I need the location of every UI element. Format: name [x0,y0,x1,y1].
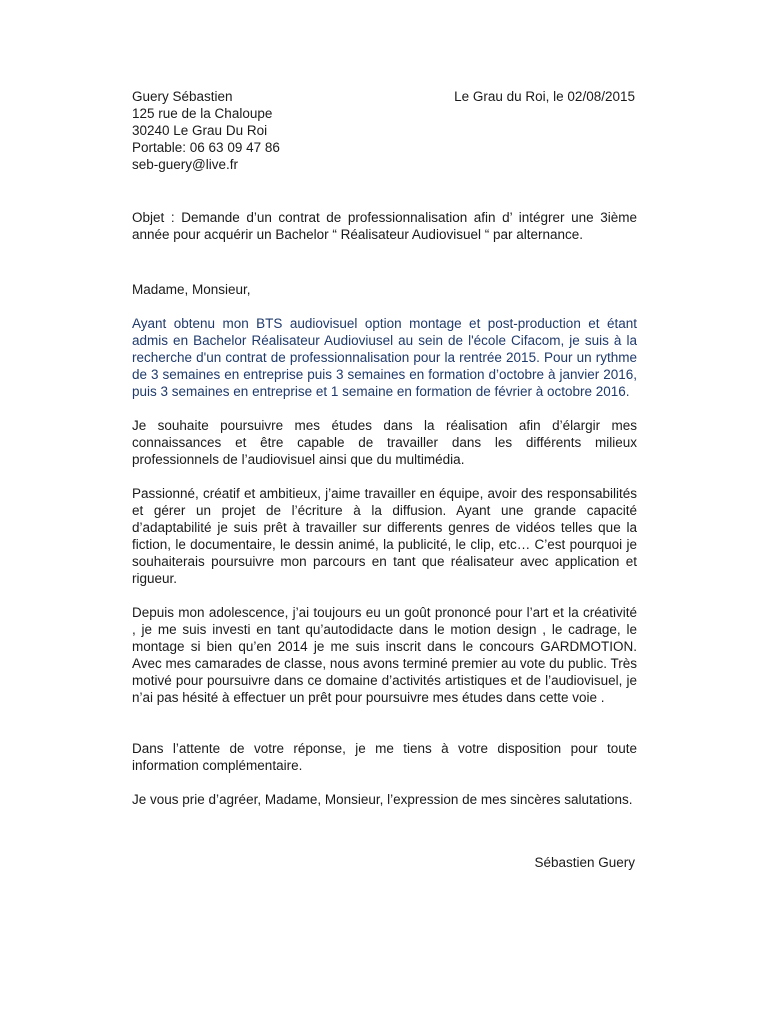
sender-city: 30240 Le Grau Du Roi [132,123,268,138]
sender-street: 125 rue de la Chaloupe [132,106,273,121]
paragraph-studies: Ayant obtenu mon BTS audiovisuel option montage et post-production et étant admis en Bachelor Réalisateur Audioviusel au sein de l'école Cifacom, je suis à la recherche d'un contrat de professionnalisation pour la rentrée 2015. Pour un rythme de 3 semaines en entreprise puis 3 semaines en formation d’octobre à janvier 2016, puis 3 semaines en entreprise et 1 semaine en formation de février à octobre 2016. [132,316,637,399]
header-row [132,88,637,105]
letter-page [132,88,637,871]
paragraph-background: Depuis mon adolescence, j’ai toujours eu un goût prononcé pour l’art et la créativité , je me suis investi en tant qu’autodidacte dans le motion design , le cadrage, le montage si bien qu’en 2014 je me suis inscrit dans le concours GARDMOTION. Avec mes camarades de classe, nous avons terminé premier au vote du public. Très motivé pour poursuivre dans ce domaine d’activités artistiques et de l’audiovisuel, je n’ai pas hésité à effectuer un prêt pour poursuivre mes études dans cette voie . [132,605,637,705]
sender-email: seb-guery@live.fr [132,157,238,172]
sender-name: Guery Sébastien [132,89,233,104]
signature: Sébastien Guery [534,855,635,870]
paragraph-closing: Dans l’attente de votre réponse, je me tiens à votre disposition pour toute information complémentaire. [132,741,637,773]
place-date: Le Grau du Roi, le 02/08/2015 [454,89,635,104]
paragraph-goals: Je souhaite poursuivre mes études dans la réalisation afin d’élargir mes connaissances et être capable de travailler dans les différents milieux professionnels de l’audiovisuel ainsi que du multimédia. [132,418,637,467]
sender-phone: Portable: 06 63 09 47 86 [132,140,280,155]
subject-line: Objet : Demande d’un contrat de professionnalisation afin d’ intégrer une 3ième année pour acquérir un Bachelor “ Réalisateur Audiovisuel “ par alternance. [132,210,637,242]
paragraph-qualities: Passionné, créatif et ambitieux, j’aime travailler en équipe, avoir des responsabilités et gérer un projet de l’écriture à la diffusion. Ayant une grande capacité d’adaptabilité je suis prêt à travailler sur differents genres de vidéos telles que la fiction, le documentaire, le dessin animé, la publicité, le clip, etc… C’est pourquoi je souhaiterais poursuivre mon parcours en tant que réalisateur avec application et rigueur. [132,486,637,586]
salutation: Madame, Monsieur, [132,282,251,297]
paragraph-politeness: Je vous prie d’agréer, Madame, Monsieur, l’expression de mes sincères salutations. [132,792,633,807]
